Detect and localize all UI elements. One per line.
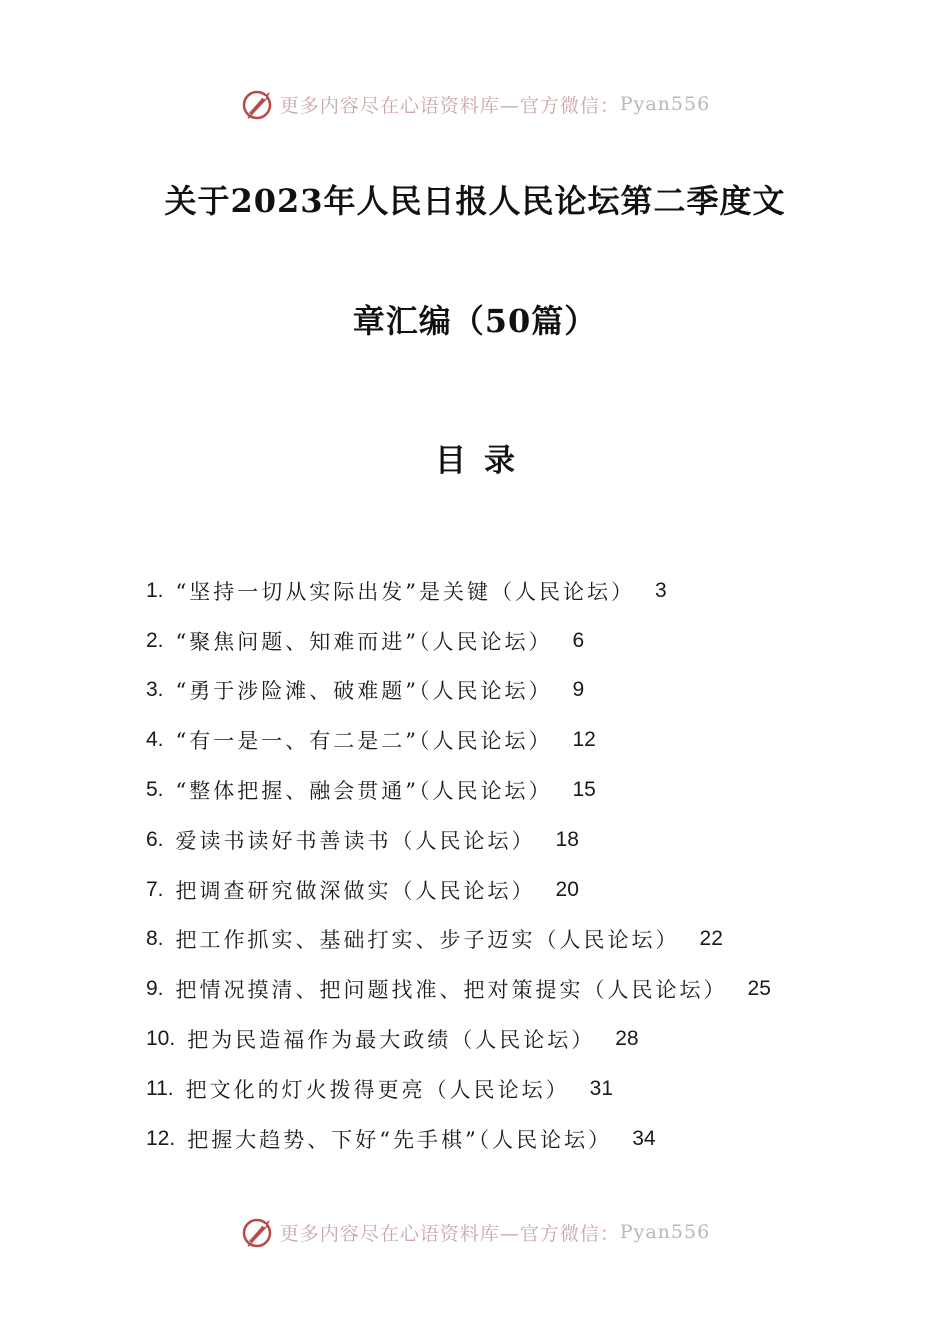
- table-of-contents: [146, 566, 846, 1164]
- toc-item-page: 22: [699, 927, 723, 951]
- toc-item[interactable]: [146, 865, 846, 915]
- toc-item[interactable]: [146, 915, 846, 965]
- toc-item[interactable]: [146, 964, 846, 1014]
- toc-item-page: 28: [615, 1027, 639, 1051]
- watermark-wechat-id: Pyan556: [619, 1221, 711, 1243]
- toc-item[interactable]: [146, 715, 846, 765]
- toc-item-title: “坚持一切从实际出发”是关键（人民论坛）: [175, 579, 635, 604]
- toc-item[interactable]: [146, 815, 846, 865]
- toc-item-number: 4.: [146, 728, 164, 752]
- toc-item-number: 2.: [146, 628, 164, 652]
- toc-item-number: 1.: [146, 578, 164, 602]
- toc-item[interactable]: [146, 616, 846, 666]
- toc-item-number: 11.: [146, 1076, 174, 1100]
- watermark-text: 更多内容尽在心语资料库—官方微信：: [279, 1222, 620, 1245]
- toc-item-page: 31: [589, 1076, 613, 1100]
- toc-item-page: 3: [655, 578, 667, 602]
- toc-item[interactable]: [146, 666, 846, 716]
- toc-item-title: 把文化的灯火拨得更亮（人民论坛）: [185, 1077, 570, 1102]
- toc-item-title: 把为民造福作为最大政绩（人民论坛）: [187, 1028, 596, 1053]
- toc-item-title: “有一是一、有二是二”（人民论坛）: [175, 729, 553, 754]
- toc-item-page: 18: [555, 827, 579, 851]
- watermark-text: 更多内容尽在心语资料库—官方微信：: [279, 94, 620, 117]
- toc-item-title: 把调查研究做深做实（人民论坛）: [175, 878, 536, 903]
- toc-item-page: 34: [632, 1126, 656, 1150]
- toc-item-page: 15: [572, 778, 596, 802]
- toc-item-page: 25: [747, 977, 771, 1001]
- document-title-line-1: 关于2023年人民日报人民论坛第二季度文: [164, 182, 786, 220]
- toc-item-number: 5.: [146, 778, 164, 802]
- toc-item-page: 12: [572, 728, 596, 752]
- watermark-wechat-id: Pyan556: [619, 93, 711, 115]
- toc-item-page: 20: [555, 877, 579, 901]
- pen-nib-logo-icon: [240, 1214, 276, 1250]
- toc-item-page: 6: [572, 628, 585, 652]
- toc-item[interactable]: [146, 1064, 846, 1114]
- toc-item[interactable]: [146, 1014, 846, 1064]
- toc-item-title: “勇于涉险滩、破难题”（人民论坛）: [175, 679, 553, 704]
- document-title-line-2: 章汇编（50篇）: [352, 302, 598, 340]
- toc-item[interactable]: [146, 1114, 846, 1164]
- toc-item-number: 6.: [146, 827, 164, 851]
- toc-item-title: “整体把握、融会贯通”（人民论坛）: [175, 779, 553, 804]
- watermark-banner-top: [0, 84, 950, 124]
- toc-item-title: 把工作抓实、基础打实、步子迈实（人民论坛）: [175, 928, 680, 953]
- toc-item-title: “聚焦问题、知难而进”（人民论坛）: [175, 629, 553, 654]
- toc-item-number: 9.: [146, 977, 164, 1001]
- pen-nib-logo-icon: [240, 86, 276, 122]
- toc-item-title: 把握大趋势、下好“先手棋”（人民论坛）: [187, 1127, 613, 1152]
- toc-item-title: 把情况摸清、把问题找准、把对策提实（人民论坛）: [175, 978, 728, 1003]
- toc-heading: 目录: [435, 443, 533, 479]
- toc-item[interactable]: [146, 765, 846, 815]
- toc-item-number: 10.: [146, 1027, 176, 1051]
- toc-item[interactable]: [146, 566, 846, 616]
- toc-item-number: 12.: [146, 1126, 176, 1150]
- watermark-banner-bottom: [0, 1212, 950, 1252]
- toc-item-number: 3.: [146, 678, 164, 702]
- toc-item-number: 8.: [146, 927, 164, 951]
- toc-item-page: 9: [572, 678, 585, 702]
- toc-item-title: 爱读书读好书善读书（人民论坛）: [175, 828, 536, 853]
- toc-item-number: 7.: [146, 877, 164, 901]
